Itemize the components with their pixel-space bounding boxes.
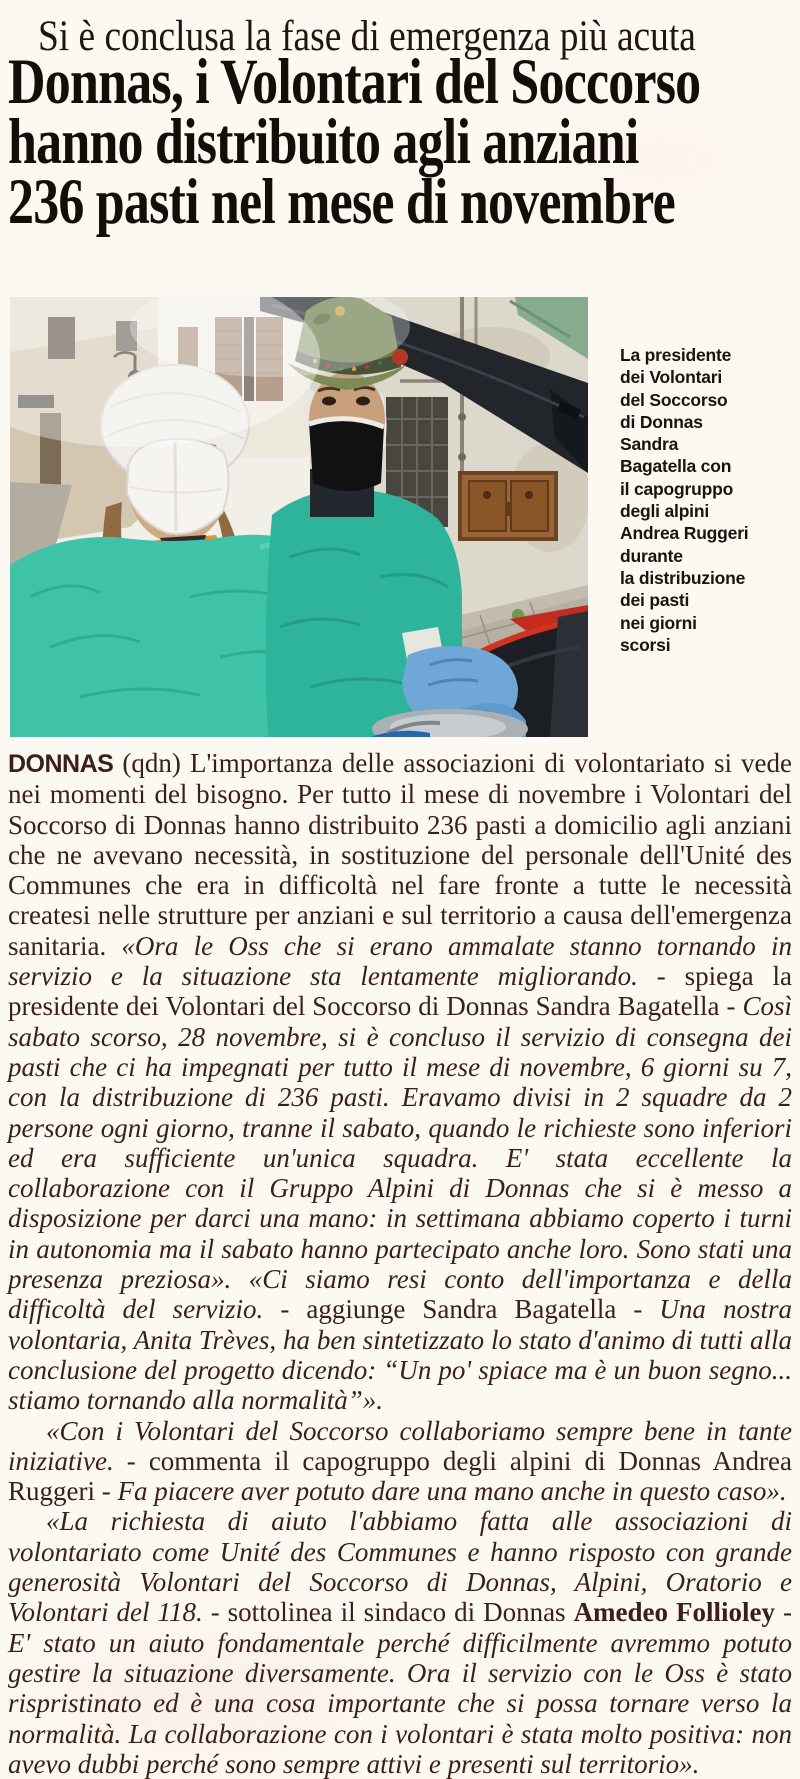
headline-line-2: hanno distribuito agli anziani	[8, 106, 639, 178]
paragraph-segment: (qdn) L'importanza delle associazioni di volontariato si vede nei momenti del bisogno. Per tutto il mese di novembre i Volontari del Soccorso di Donnas hanno distribuito 236 pasti a domicilio agli anziani che ne avevano necessità, in sostituzione del personale dell'Unité des Communes che era in difficoltà nel fare fronte a tutte le necessità createsi nelle strutture per anziani e sul territorio a causa dell'emergenza sanitaria.	[8, 748, 792, 961]
headline-line-1: Donnas, i Volontari del Soccorso	[8, 46, 701, 118]
paragraph-segment: - commenta il capogruppo degli alpini di Donnas Andrea Ruggeri -	[8, 1445, 792, 1507]
paragraph-segment: «La richiesta di aiuto l'abbiamo fatta alle associazioni di volontariato come Unité des Communes e hanno risposto con grande generosità Volontari del Soccorso di Donnas, Alpini, Oratorio e Volontari del 118.	[8, 1506, 792, 1628]
paragraph-segment: DONNAS	[8, 750, 114, 778]
kicker: Si è conclusa la fase di emergenza più acuta	[38, 13, 696, 60]
paragraph-segment: «Con i Volontari del Soccorso collaboriamo sempre bene in tante iniziative.	[8, 1415, 792, 1476]
paragraph-segment: Così sabato scorso, 28 novembre, si è concluso il servizio di consegna dei pasti che ci ha impegnati per tutto il mese di novembre, 6 giorni su 7, con la distribuzione di 236 pasti. Eravamo divisi in 2 squadre da 2 persone ogni giorno, tranne il sabato, quando le richieste sono inferiori ed era sufficiente un'unica squadra. E' stata eccellente la collaborazione con il Gruppo Alpini di Donnas che si è messo a disposizione per darci una mano: in settimana abbiamo coperto i turni in autonomia ma il sabato hanno partecipato anche loro. Sono stati una presenza preziosa». «Ci siamo resi conto dell'importanza e della difficoltà del servizio.	[8, 991, 792, 1325]
paragraph-segment: E' stato un aiuto fondamentale perché difficilmente avremmo potuto gestire la situazione diversamente. Ora il servizio con le Oss è stato rispristinato ed è una cosa importante che si possa tornare verso la normalità. La collaborazione con i volontari è stata molto positiva: non avevo dubbi perché sono sempre attivi e presenti sul territorio».	[8, 1627, 792, 1779]
headline-line-3: 236 pasti nel mese di novembre	[8, 166, 675, 238]
photo-illustration	[10, 297, 588, 737]
article-photo	[10, 297, 588, 737]
paragraph-segment: «Ora le Oss che si erano ammalate stanno tornando in servizio e la situazione sta lentamente migliorando.	[8, 930, 792, 992]
article-body	[8, 748, 792, 1779]
paragraph-segment: - aggiunge Sandra Bagatella	[280, 1294, 634, 1325]
article-paragraph	[8, 1416, 792, 1507]
article-paragraph	[8, 1506, 792, 1779]
paragraph-segment: - spiega la presidente dei Volontari del Soccorso di Donnas Sandra Bagatella -	[8, 961, 792, 1022]
paragraph-segment: - sottolinea il sindaco di Donnas	[210, 1597, 574, 1628]
article-paragraph	[8, 748, 792, 1416]
headline	[8, 46, 800, 238]
paragraph-segment: Amedeo Follioley	[573, 1597, 776, 1628]
paragraph-segment: - Una nostra volontaria, Anita Trèves, ha ben sintetizzato lo stato d'animo di tutti alla conclusione del progetto dicendo: “Un po' spiace ma è un buon segno... stiamo tornando alla normalità”».	[8, 1294, 792, 1416]
paragraph-segment: Fa piacere aver potuto dare una mano anche in questo caso».	[117, 1476, 787, 1507]
photo-wooden-box	[460, 473, 556, 539]
paragraph-segment: -	[775, 1597, 792, 1628]
photo-caption: La presidente dei Volontari del Soccorso di Donnas Sandra Bagatella con il capogruppo degli alpini Andrea Ruggeri durante la distribuzione dei pasti nei giorni scorsi	[620, 345, 749, 655]
